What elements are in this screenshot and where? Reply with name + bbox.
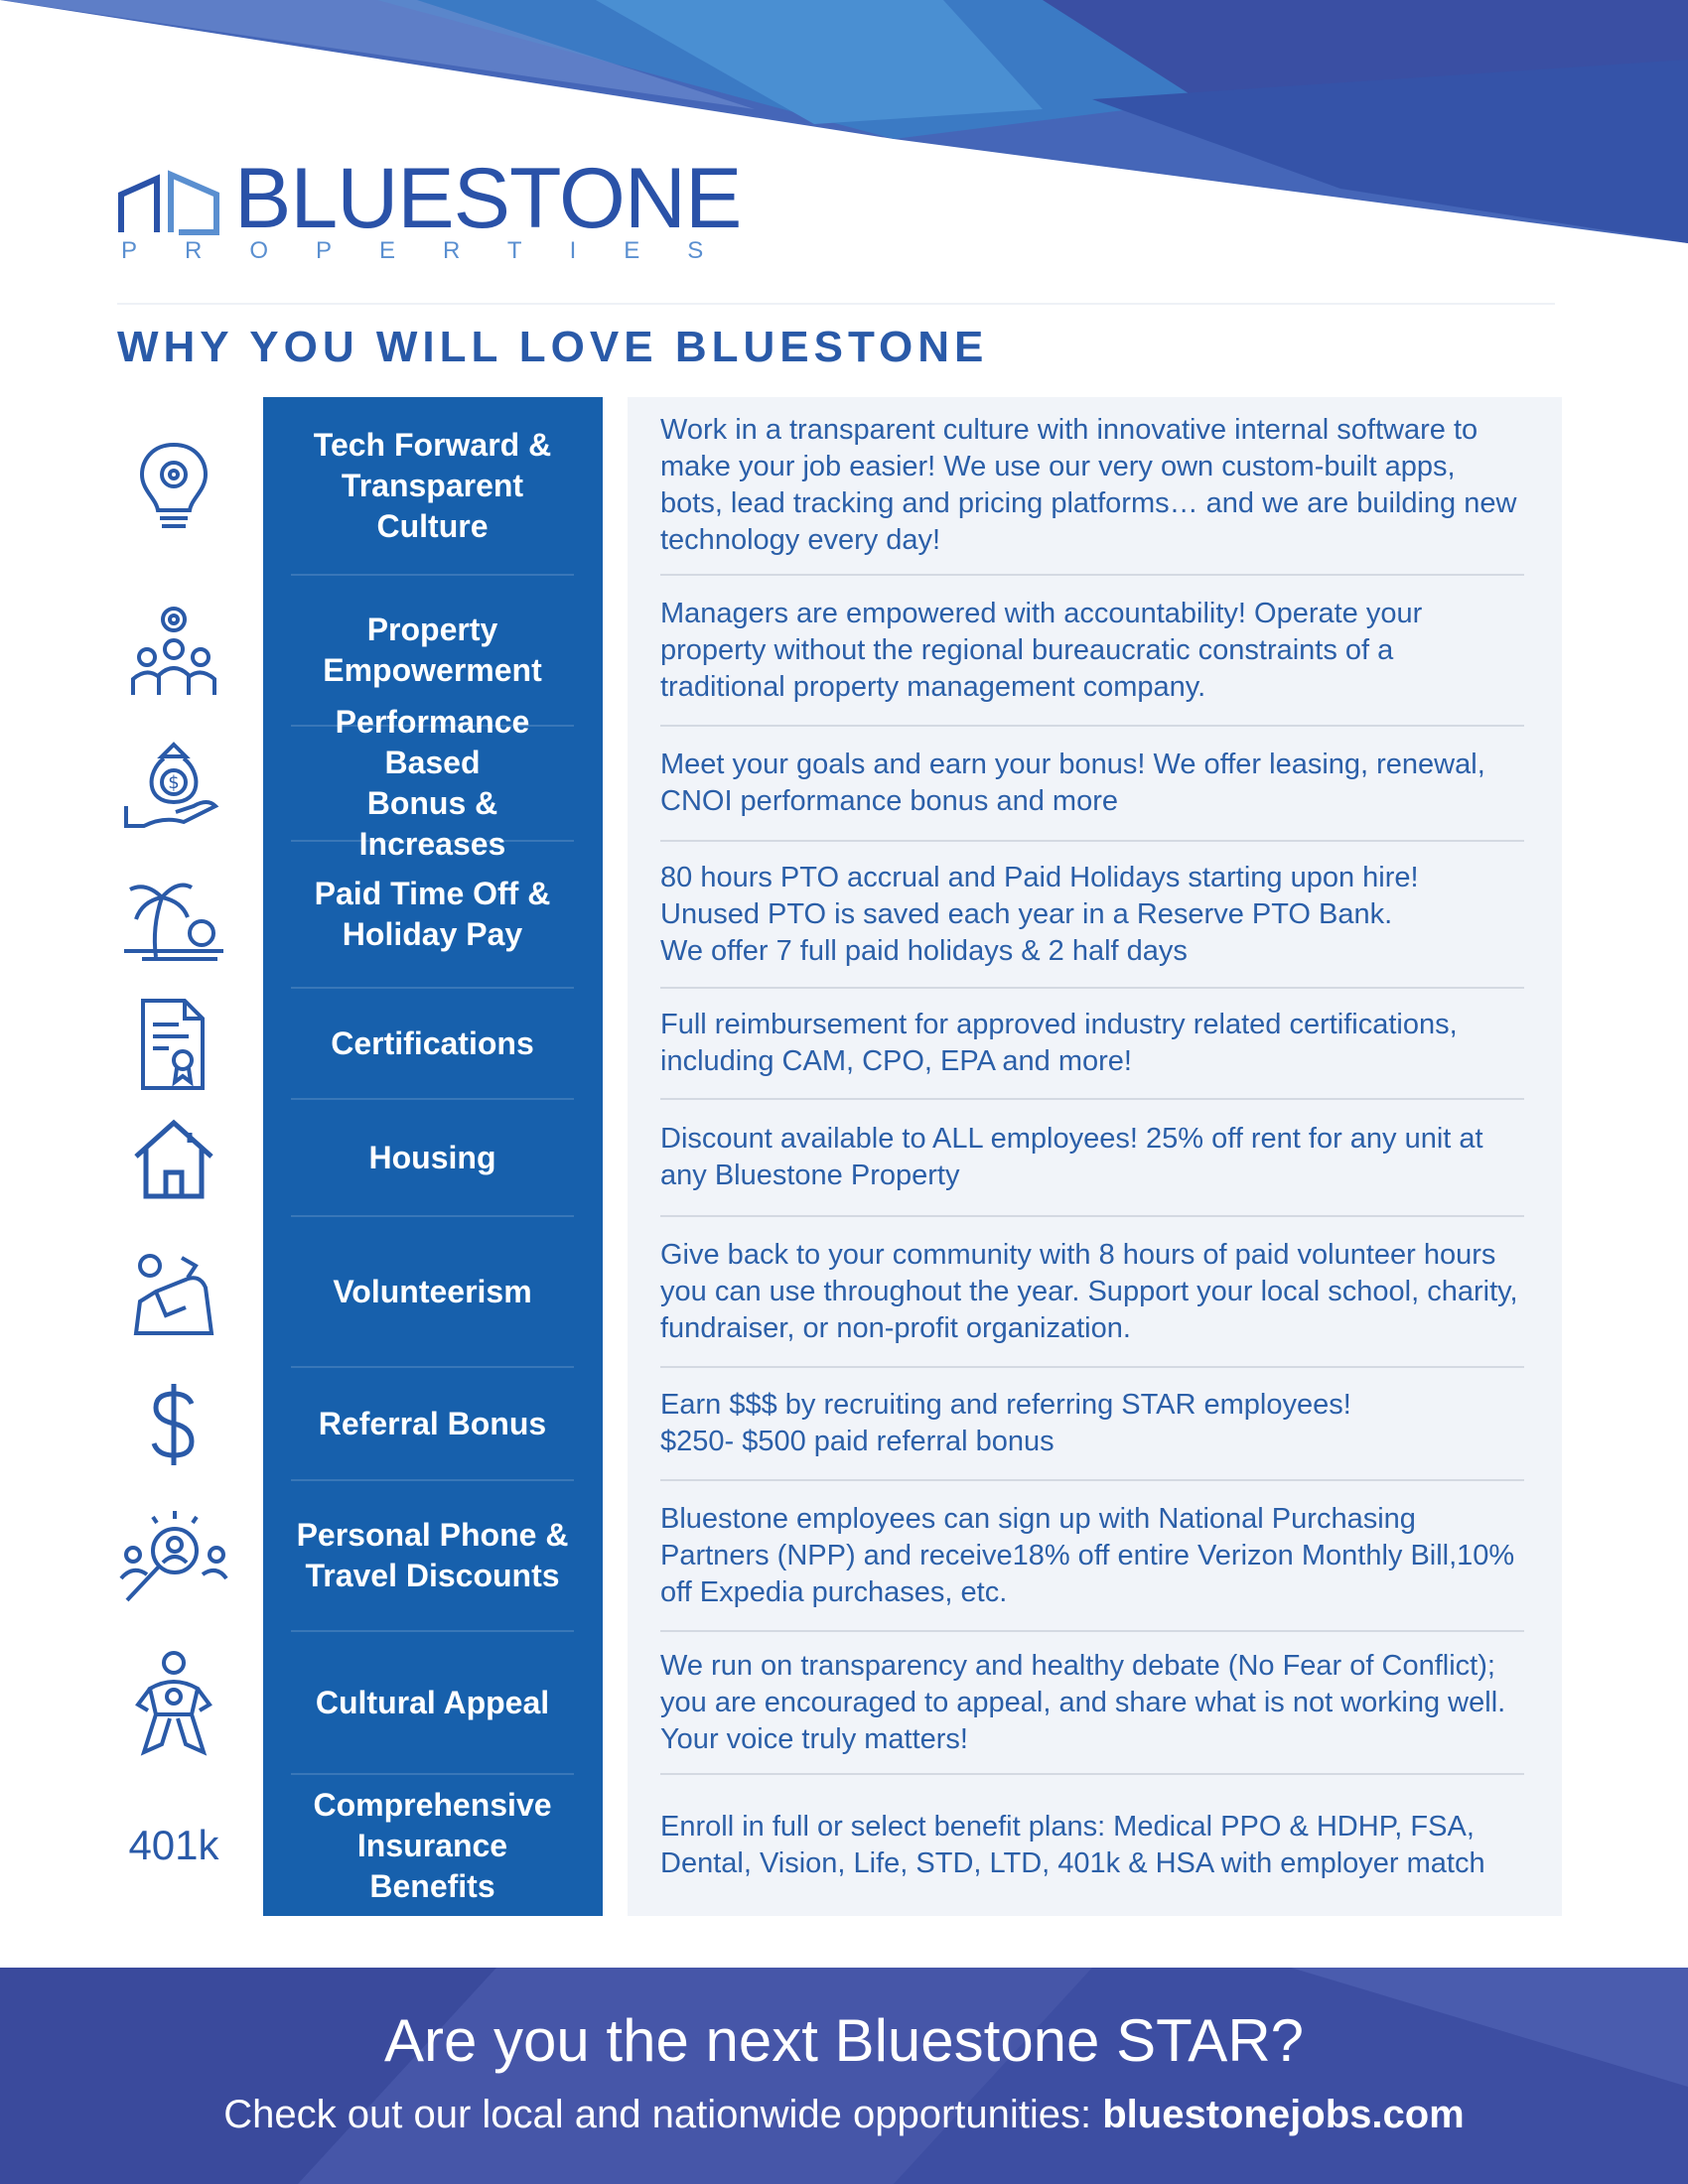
benefit-label: Personal Phone & Travel Discounts xyxy=(296,1517,569,1593)
volunteer-icon xyxy=(114,1217,233,1368)
benefit-label: Referral Bonus xyxy=(318,1405,547,1441)
house-logo-icon xyxy=(117,165,222,236)
benefit-label: Property Empowerment xyxy=(323,612,542,688)
money-bag-hand-icon xyxy=(114,727,233,842)
benefit-label: Comprehensive Insurance Benefits xyxy=(313,1786,552,1904)
benefit-row xyxy=(263,1632,1562,1775)
benefit-description: Full reimbursement for approved industry related certifications, including CAM, CPO, EPA and more! xyxy=(660,1009,1458,1077)
team-gear-icon xyxy=(114,576,233,727)
benefit-label: Tech Forward & Transparent Culture xyxy=(313,426,552,544)
benefit-label: Housing xyxy=(368,1139,496,1175)
benefit-label: Performance Based Bonus & Increases xyxy=(335,704,530,862)
benefit-description: Give back to your community with 8 hours of paid volunteer hours you can use throughout the year. Support your local school, charity, fundraiser, or non-profit organization. xyxy=(660,1238,1518,1344)
house-icon xyxy=(114,1100,233,1217)
benefits-table xyxy=(128,397,1562,1916)
dollar-icon xyxy=(114,1368,233,1481)
search-person-icon xyxy=(114,1481,233,1632)
benefit-description: Managers are empowered with accountability! Operate your property without the regional bureaucratic constraints of a traditional property management company. xyxy=(660,597,1423,703)
palm-tree-icon xyxy=(114,842,233,989)
benefit-label: Certifications xyxy=(331,1024,534,1061)
page-heading: WHY YOU WILL LOVE BLUESTONE xyxy=(117,323,989,371)
benefit-description: Discount available to ALL employees! 25% off rent for any unit at any Bluestone Property xyxy=(660,1123,1483,1191)
careers-link[interactable]: bluestonejobs.com xyxy=(1102,2093,1465,2136)
benefit-description: Meet your goals and earn your bonus! We offer leasing, renewal, CNOI performance bonus and more xyxy=(660,749,1485,817)
benefit-description: Work in a transparent culture with innovative internal software to make your job easier! We use our very own custom-built apps, bots, lead tracking and pricing platforms… and we are building new technology every day! xyxy=(660,414,1517,556)
benefit-row xyxy=(263,989,1562,1100)
benefit-row xyxy=(263,842,1562,989)
benefit-description: 80 hours PTO accrual and Paid Holidays starting upon hire! Unused PTO is saved each year in a Reserve PTO Bank. We offer 7 full paid holidays & 2 half days xyxy=(660,861,1419,967)
header-divider xyxy=(117,303,1555,305)
benefit-row xyxy=(128,1775,1562,1916)
benefit-row xyxy=(263,1481,1562,1632)
benefit-description: Enroll in full or select benefit plans: Medical PPO & HDHP, FSA, Dental, Vision, Life, STD, LTD, 401k & HSA with employer match xyxy=(660,1811,1485,1879)
award-person-icon xyxy=(114,1632,233,1775)
brand-logo xyxy=(117,149,752,268)
cta-subtitle xyxy=(0,2090,1688,2139)
cta-subtitle-text: Check out our local and nationwide opportunities: xyxy=(223,2093,1103,2136)
benefit-row xyxy=(263,1368,1562,1481)
lightbulb-gear-icon xyxy=(114,397,233,576)
benefit-row xyxy=(168,704,1562,862)
benefit-description: Bluestone employees can sign up with National Purchasing Partners (NPP) and receive18% off entire Verizon Monthly Bill,10% off Expedia purchases, etc. xyxy=(660,1502,1515,1608)
brand-name: BLUESTONE xyxy=(234,151,742,246)
certificate-icon xyxy=(114,989,233,1100)
benefit-row xyxy=(263,1100,1562,1217)
benefit-label: Paid Time Off & Holiday Pay xyxy=(314,876,551,952)
benefit-description: We run on transparency and healthy debate (No Fear of Conflict); you are encouraged to appeal, and share what is not working well. Your voice truly matters! xyxy=(660,1649,1506,1755)
benefit-row xyxy=(263,1217,1562,1368)
brand-subtitle: PROPERTIES xyxy=(121,237,752,264)
benefit-label: Cultural Appeal xyxy=(315,1684,550,1720)
benefit-description: Earn $$$ by recruiting and referring STAR employees! $250- $500 paid referral bonus xyxy=(660,1389,1351,1457)
cta-title: Are you the next Bluestone STAR? xyxy=(383,2007,1305,2074)
svg-text:$: $ xyxy=(168,772,180,793)
benefit-label: Volunteerism xyxy=(333,1273,532,1309)
benefit-row xyxy=(263,397,1562,576)
401k-text-icon: 401k xyxy=(128,1822,219,1868)
